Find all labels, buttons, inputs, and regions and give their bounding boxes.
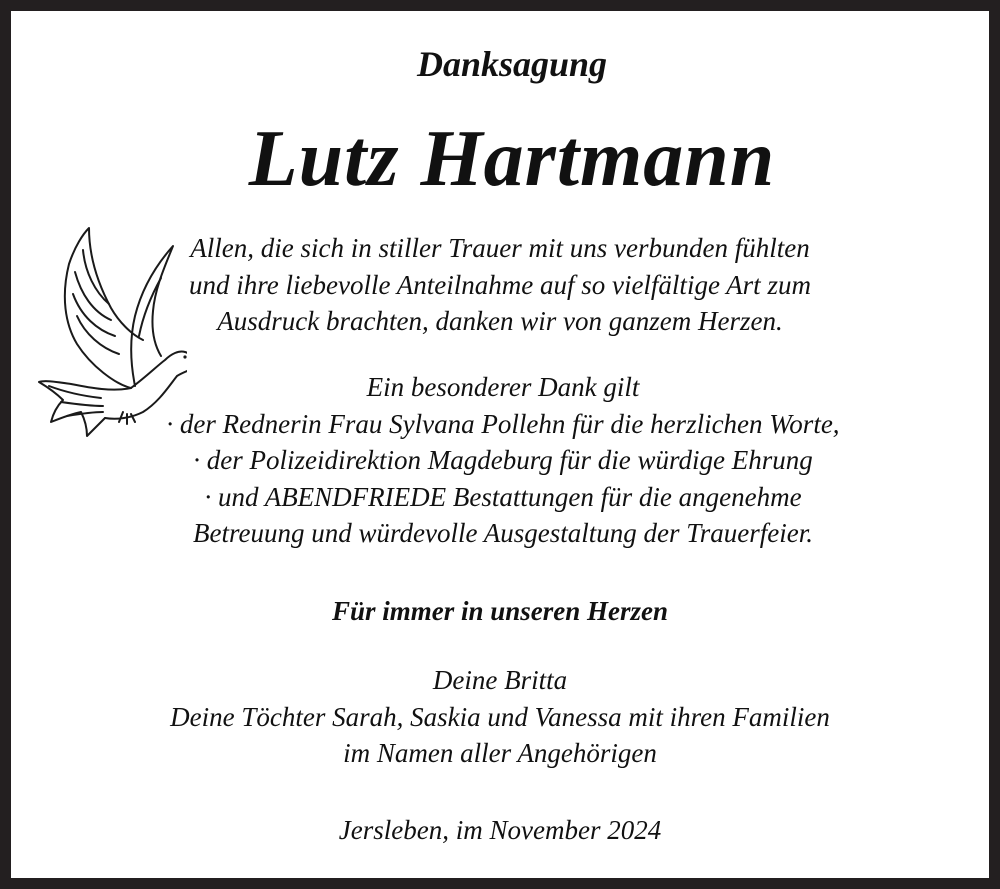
signature-line-1: Deine Britta (432, 665, 568, 695)
intro-line-2: und ihre liebevolle Anteilnahme auf so vielfältige Art zum (189, 270, 811, 300)
intro-line-1: Allen, die sich in stiller Trauer mit uns verbunden fühlten (190, 233, 810, 263)
signature-line-3: im Namen aller Angehörigen (343, 738, 657, 768)
thanks-line-1: Ein besonderer Dank gilt (366, 372, 640, 402)
thanks-line-5: Betreuung und würdevolle Ausgestaltung der Trauerfeier. (193, 518, 813, 548)
motto: Für immer in unseren Herzen (331, 596, 669, 626)
intro-line-3: Ausdruck brachten, danken wir von ganzem Herzen. (217, 306, 783, 336)
thanks-line-2: · der Rednerin Frau Sylvana Pollehn für die herzlichen Worte, (166, 409, 840, 439)
signature-line-2: Deine Töchter Sarah, Saskia und Vanessa mit ihren Familien (170, 702, 830, 732)
thanks-line-4: · und ABENDFRIEDE Bestattungen für die angenehme (204, 482, 802, 512)
place-date: Jersleben, im November 2024 (338, 815, 662, 845)
deceased-name: Lutz Hartmann (248, 115, 776, 203)
thanks-line-3: · der Polizeidirektion Magdeburg für die würdige Ehrung (193, 445, 813, 475)
notice-heading: Danksagung (416, 44, 608, 84)
